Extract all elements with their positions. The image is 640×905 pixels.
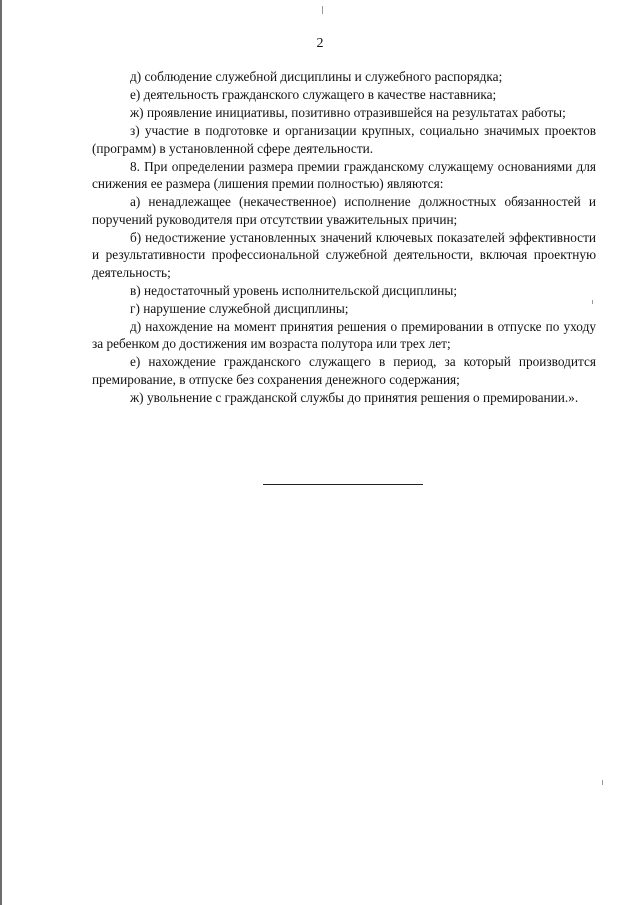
paragraph-a-improper-performance: а) ненадлежащее (некачественное) исполнение должностных обязанностей и поручений руководителя при отсутствии уважительных причин;: [92, 194, 596, 227]
document-body: [92, 68, 596, 407]
paragraph-z-projects: з) участие в подготовке и организации крупных, социально значимых проектов (программ) в установленной сфере деятельности.: [92, 122, 596, 156]
paragraph-8-reduction-grounds: 8. При определении размера премии гражданскому служащему основаниями для снижения ее размера (лишения премии полностью) являются:: [92, 158, 596, 192]
page-edge: [0, 0, 2, 905]
paragraph-e-unpaid-leave: е) нахождение гражданского служащего в период, за который производится премирование, в отпуске без сохранения денежного содержания;: [92, 354, 596, 387]
closing-separator-line: [263, 484, 423, 485]
paragraph-b-kpi: б) недостижение установленных значений ключевых показателей эффективности и результативности профессиональной служебной деятельности, включая проектную деятельность;: [92, 229, 596, 280]
paragraph-d-discipline: д) соблюдение служебной дисциплины и служебного распорядка;: [130, 69, 503, 84]
scan-mark: [592, 300, 593, 304]
paragraph-d-parental-leave: д) нахождение на момент принятия решения о премировании в отпуске по уходу за ребенком до достижения им возраста полутора или трех лет;: [92, 318, 596, 352]
paragraph-v-executive-discipline: в) недостаточный уровень исполнительской дисциплины;: [130, 282, 458, 298]
paragraph-g-discipline-violation: г) нарушение служебной дисциплины;: [130, 300, 349, 316]
scan-mark: [322, 6, 323, 14]
paragraph-e-mentor: е) деятельность гражданского служащего в качестве наставника;: [130, 86, 497, 102]
page-number: 2: [316, 36, 324, 51]
scan-mark: [602, 780, 603, 785]
paragraph-zh-dismissal: ж) увольнение с гражданской службы до принятия решения о премировании.».: [130, 389, 579, 405]
paragraph-zh-initiative: ж) проявление инициативы, позитивно отразившейся на результатах работы;: [130, 104, 566, 120]
